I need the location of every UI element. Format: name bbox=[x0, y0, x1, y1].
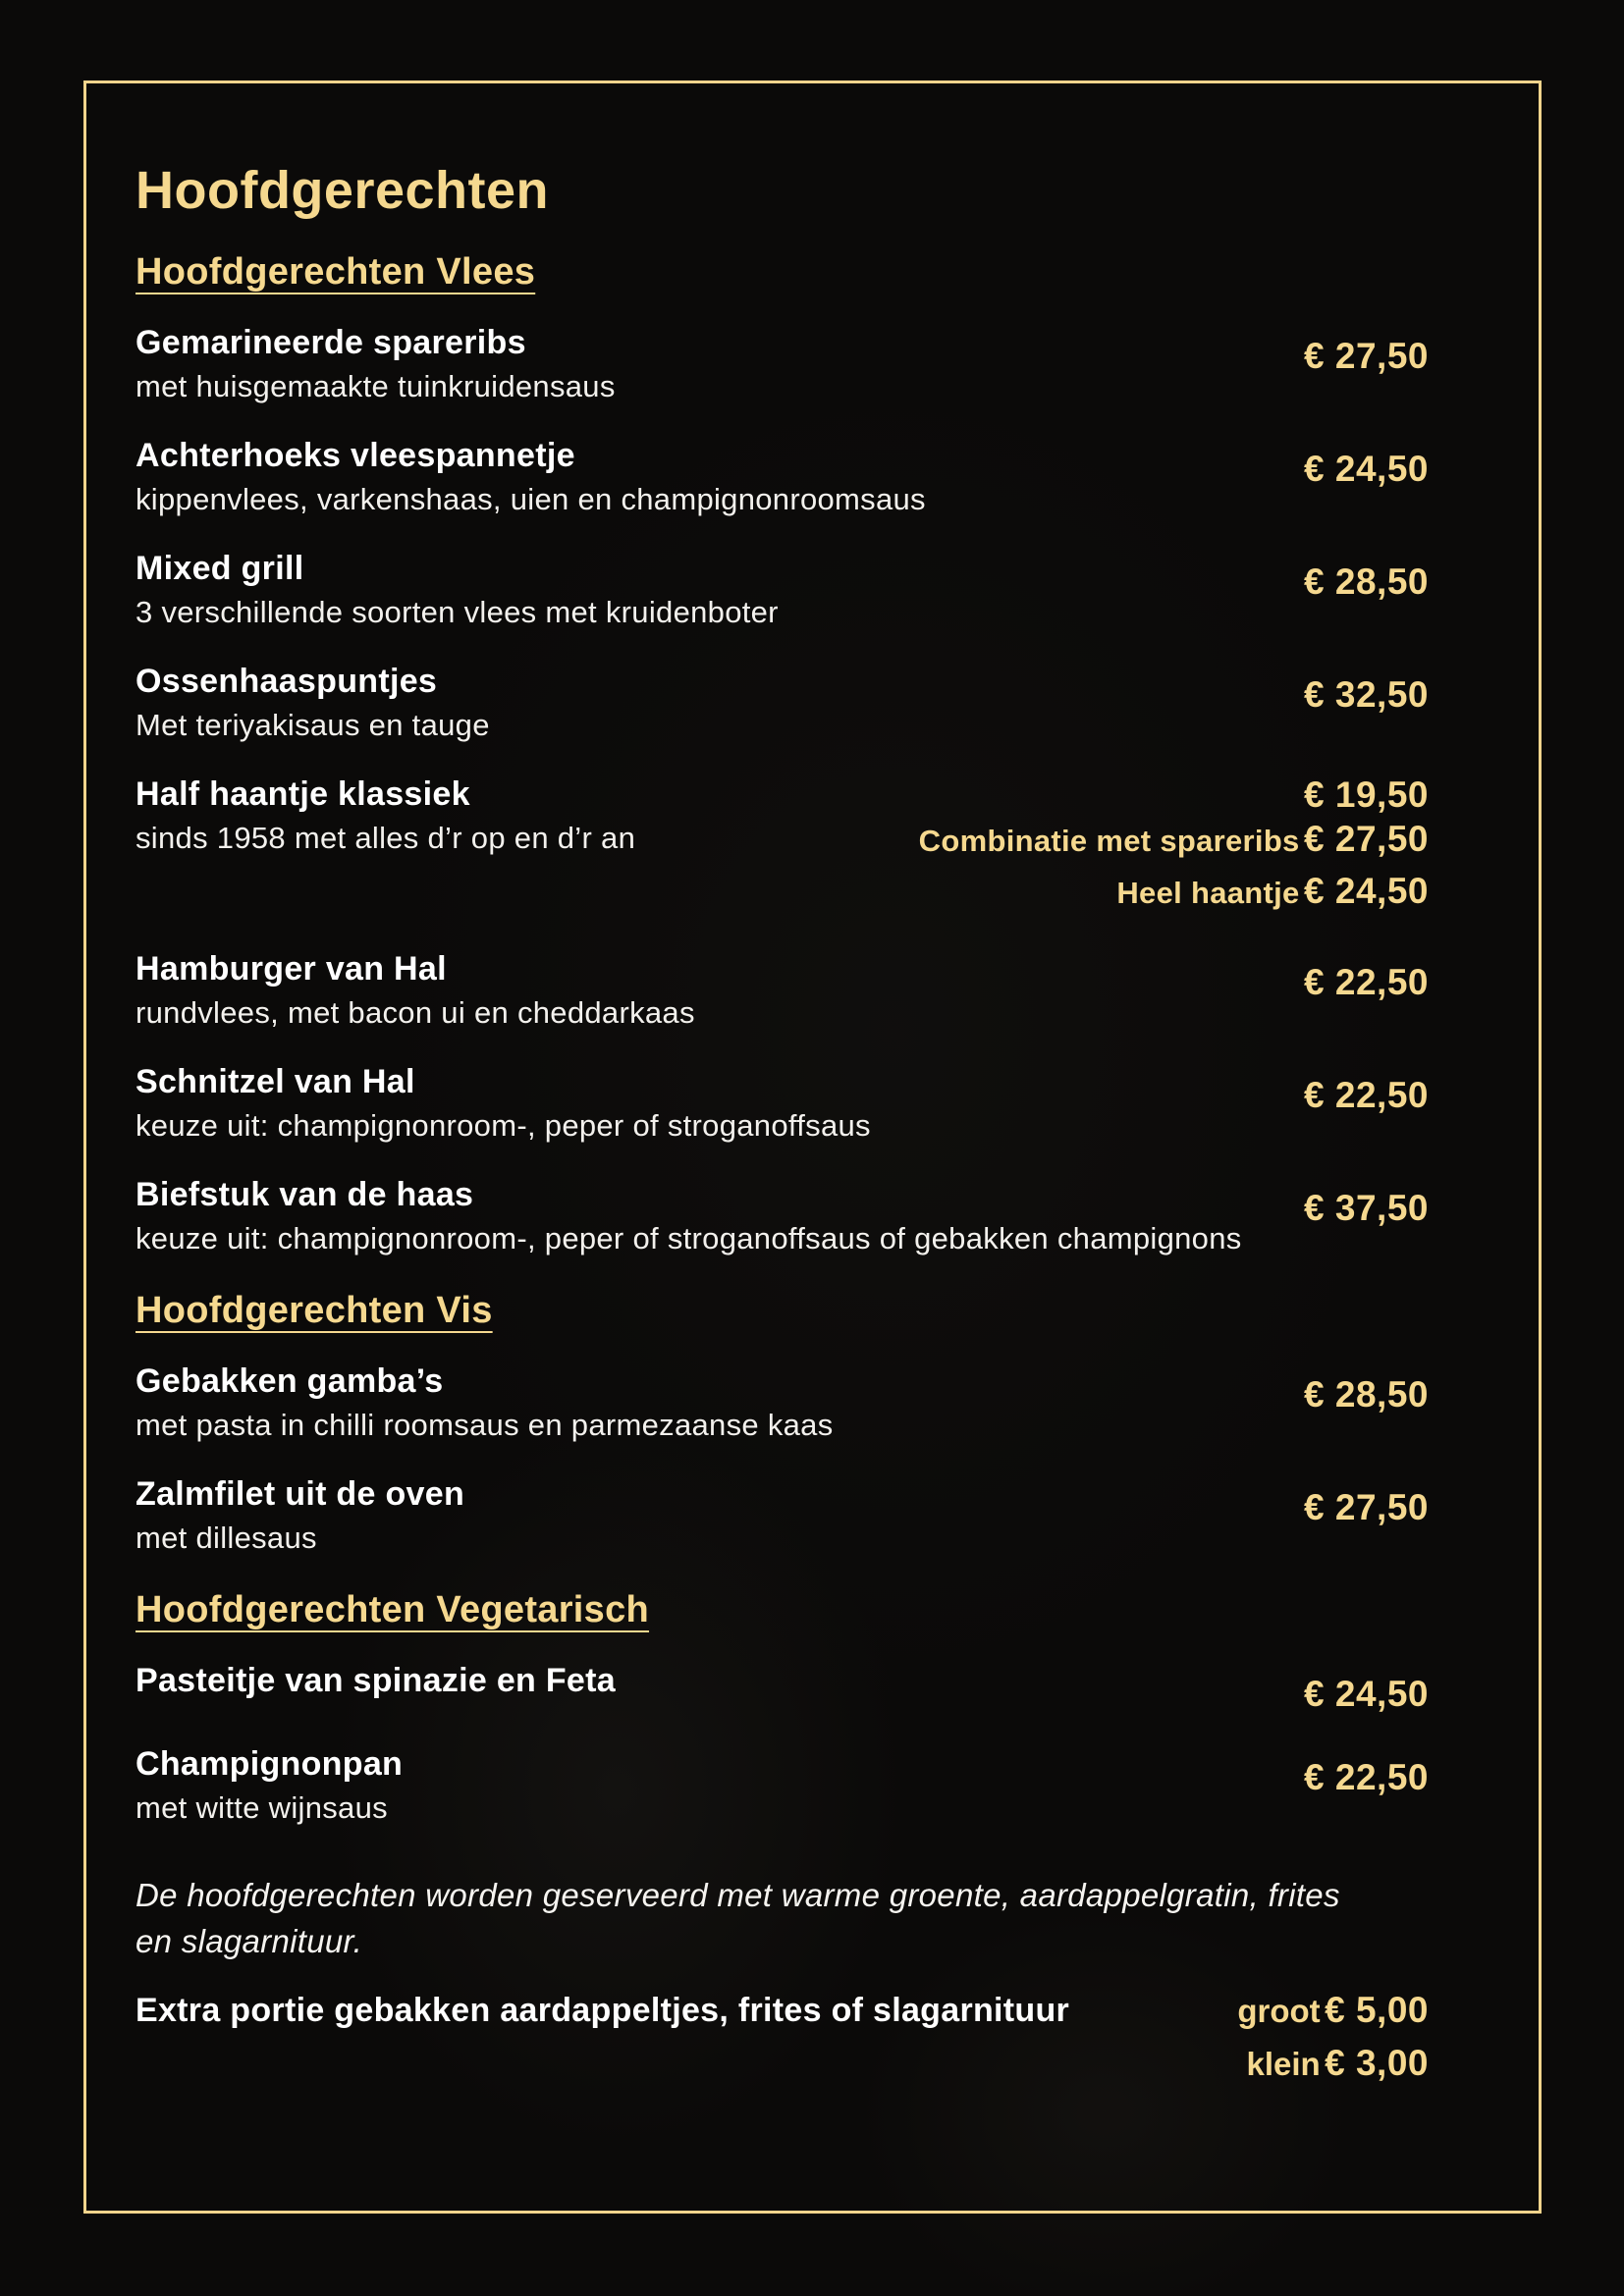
item-description: keuze uit: champignonroom-, peper of stroganoffsaus of gebakken champignons bbox=[135, 1221, 1242, 1255]
item-text bbox=[135, 773, 919, 859]
item-variant bbox=[919, 817, 1429, 869]
extra-portion-options bbox=[1237, 1988, 1429, 2094]
menu-item bbox=[135, 434, 1429, 520]
item-text bbox=[135, 547, 1304, 633]
item-price: € 24,50 bbox=[1304, 449, 1429, 489]
item-description: met huisgemaakte tuinkruidensaus bbox=[135, 369, 616, 403]
menu-item bbox=[135, 547, 1429, 633]
menu-item bbox=[135, 1060, 1429, 1147]
item-name: Gemarineerde spareribs bbox=[135, 324, 526, 361]
item-name: Achterhoeks vleespannetje bbox=[135, 437, 575, 474]
extra-option-price: € 5,00 bbox=[1325, 1990, 1429, 2030]
section-vis bbox=[135, 1287, 1429, 1559]
variant-price: € 24,50 bbox=[1304, 871, 1429, 911]
menu-content bbox=[86, 83, 1539, 2211]
item-description: kippenvlees, varkenshaas, uien en champignonroomsaus bbox=[135, 482, 926, 516]
page-title: Hoofdgerechten bbox=[135, 161, 550, 220]
menu-item bbox=[135, 660, 1429, 746]
menu-item bbox=[135, 1472, 1429, 1559]
item-description: rundvlees, met bacon ui en cheddarkaas bbox=[135, 995, 695, 1030]
menu-item-half-haantje bbox=[135, 773, 1429, 921]
section-vlees bbox=[135, 248, 1429, 1259]
item-price: € 27,50 bbox=[1304, 1487, 1429, 1527]
item-name: Hamburger van Hal bbox=[135, 950, 447, 988]
menu-item bbox=[135, 1360, 1429, 1446]
item-description: met witte wijnsaus bbox=[135, 1790, 388, 1825]
section-heading-vis: Hoofdgerechten Vis bbox=[135, 1290, 493, 1331]
extra-option-groot bbox=[1237, 1988, 1429, 2041]
extra-option-size-label: klein bbox=[1246, 2046, 1321, 2082]
item-variant bbox=[919, 869, 1429, 921]
item-price: € 28,50 bbox=[1304, 1374, 1429, 1415]
item-description: 3 verschillende soorten vlees met kruidenboter bbox=[135, 595, 779, 629]
item-price: € 37,50 bbox=[1304, 1188, 1429, 1228]
item-price: € 22,50 bbox=[1304, 1075, 1429, 1115]
item-name: Mixed grill bbox=[135, 550, 304, 587]
section-heading-vlees: Hoofdgerechten Vlees bbox=[135, 251, 536, 293]
item-price: € 22,50 bbox=[1304, 1757, 1429, 1797]
item-price: € 19,50 bbox=[1304, 774, 1429, 815]
item-name: Champignonpan bbox=[135, 1745, 404, 1783]
item-text bbox=[135, 1173, 1304, 1259]
item-text bbox=[135, 1472, 1304, 1559]
item-name: Half haantje klassiek bbox=[135, 775, 470, 813]
item-description: met dillesaus bbox=[135, 1521, 317, 1555]
section-vegetarisch bbox=[135, 1586, 1429, 1829]
item-name: Schnitzel van Hal bbox=[135, 1063, 415, 1100]
item-name: Zalmfilet uit de oven bbox=[135, 1475, 465, 1513]
item-text bbox=[135, 1360, 1304, 1446]
menu-item bbox=[135, 1742, 1429, 1829]
extra-portion-label: Extra portie gebakken aardappeltjes, frites of slagarnituur bbox=[135, 1992, 1070, 2029]
menu-item bbox=[135, 321, 1429, 407]
extra-option-price: € 3,00 bbox=[1325, 2043, 1429, 2083]
item-price: € 22,50 bbox=[1304, 962, 1429, 1002]
item-description: Met teriyakisaus en tauge bbox=[135, 708, 490, 742]
item-name: Ossenhaaspuntjes bbox=[135, 663, 438, 700]
menu-item bbox=[135, 1173, 1429, 1259]
menu-item bbox=[135, 1659, 1429, 1716]
item-text bbox=[135, 660, 1304, 746]
item-text bbox=[135, 1742, 1304, 1829]
item-price: € 28,50 bbox=[1304, 561, 1429, 602]
menu-item bbox=[135, 947, 1429, 1034]
item-description: sinds 1958 met alles d’r op en d’r an bbox=[135, 821, 636, 855]
serving-note: De hoofdgerechten worden geserveerd met warme groente, aardappelgratin, frites en slagarnituur. bbox=[135, 1877, 1340, 1959]
item-name: Biefstuk van de haas bbox=[135, 1176, 474, 1213]
variant-price: € 27,50 bbox=[1304, 819, 1429, 859]
item-description: keuze uit: champignonroom-, peper of stroganoffsaus bbox=[135, 1108, 871, 1143]
extra-option-klein bbox=[1237, 2041, 1429, 2094]
item-price: € 32,50 bbox=[1304, 674, 1429, 715]
variant-label: Heel haantje bbox=[1116, 876, 1300, 910]
extra-option-size-label: groot bbox=[1237, 1993, 1321, 2029]
extra-portion-row bbox=[135, 1988, 1429, 2094]
item-price: € 27,50 bbox=[1304, 336, 1429, 376]
item-text bbox=[135, 947, 1304, 1034]
item-description: met pasta in chilli roomsaus en parmezaanse kaas bbox=[135, 1408, 834, 1442]
section-heading-vegetarisch: Hoofdgerechten Vegetarisch bbox=[135, 1589, 650, 1630]
item-text bbox=[135, 1060, 1304, 1147]
item-text bbox=[135, 321, 1304, 407]
item-name: Gebakken gamba’s bbox=[135, 1362, 444, 1400]
item-price: € 24,50 bbox=[1304, 1674, 1429, 1714]
price-stack bbox=[919, 773, 1429, 921]
variant-label: Combinatie met spareribs bbox=[918, 824, 1300, 858]
item-name: Pasteitje van spinazie en Feta bbox=[135, 1662, 616, 1699]
item-text bbox=[135, 1659, 1304, 1703]
item-text bbox=[135, 434, 1304, 520]
